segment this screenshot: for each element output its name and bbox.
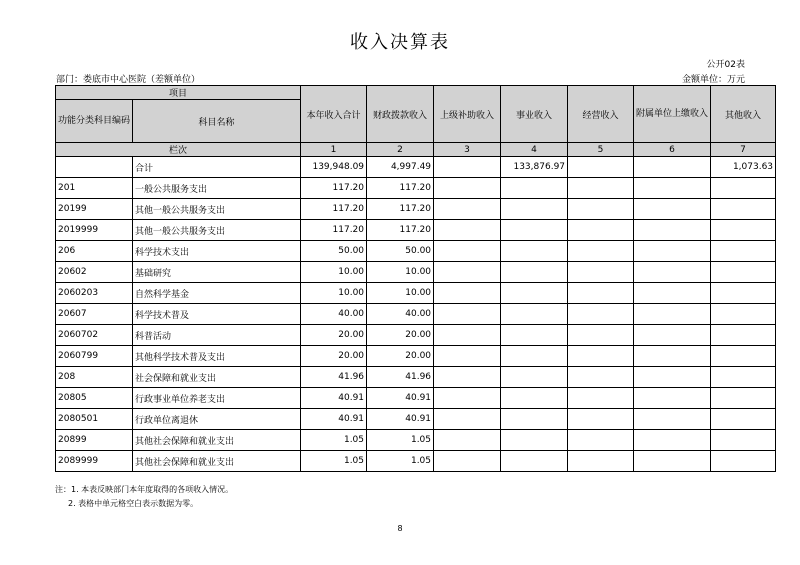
row-value-col-3: [434, 409, 501, 430]
row-value-col-2: 10.00: [367, 283, 434, 304]
row-value-col-7: [711, 367, 776, 388]
row-code: [56, 157, 133, 178]
row-value-col-5: [568, 304, 634, 325]
row-value-col-2: 40.91: [367, 409, 434, 430]
row-subject-name: 自然科学基金: [133, 283, 301, 304]
row-value-col-6: [634, 409, 711, 430]
table-row: [56, 262, 776, 283]
col-number: 1: [301, 143, 367, 157]
table-row: [56, 325, 776, 346]
col-number: 4: [501, 143, 568, 157]
row-value-col-5: [568, 430, 634, 451]
row-code: 2080501: [56, 409, 133, 430]
page-number: 8: [397, 524, 403, 533]
header-lanci: 栏次: [56, 143, 301, 157]
row-value-col-5: [568, 346, 634, 367]
row-value-col-6: [634, 241, 711, 262]
row-value-col-4: [501, 283, 568, 304]
row-value-col-3: [434, 283, 501, 304]
row-code: 206: [56, 241, 133, 262]
note-1: 注：1. 本表反映部门本年度取得的各项收入情况。: [55, 485, 234, 494]
row-value-col-3: [434, 346, 501, 367]
row-value-col-2: 1.05: [367, 430, 434, 451]
table-row: [56, 199, 776, 220]
row-value-col-3: [434, 304, 501, 325]
row-value-col-7: [711, 220, 776, 241]
row-value-col-5: [568, 367, 634, 388]
note-2: 2. 表格中单元格空白表示数据为零。: [68, 499, 199, 508]
table-row: [56, 346, 776, 367]
col-number: 3: [434, 143, 501, 157]
row-value-col-1: 10.00: [301, 262, 367, 283]
row-value-col-6: [634, 367, 711, 388]
row-value-col-4: [501, 178, 568, 199]
row-value-col-3: [434, 388, 501, 409]
row-value-col-1: 20.00: [301, 325, 367, 346]
row-value-col-6: [634, 262, 711, 283]
row-value-col-3: [434, 220, 501, 241]
row-value-col-2: 1.05: [367, 451, 434, 472]
row-value-col-2: 40.00: [367, 304, 434, 325]
row-value-col-6: [634, 451, 711, 472]
row-value-col-5: [568, 220, 634, 241]
row-value-col-6: [634, 220, 711, 241]
row-value-col-7: [711, 199, 776, 220]
row-code: 2060799: [56, 346, 133, 367]
table-row: [56, 409, 776, 430]
row-value-col-7: [711, 304, 776, 325]
row-value-col-3: [434, 178, 501, 199]
row-subject-name: 科学技术普及: [133, 304, 301, 325]
header-col-1: 本年收入合计: [301, 86, 367, 143]
row-value-col-5: [568, 325, 634, 346]
row-value-col-7: [711, 262, 776, 283]
row-value-col-4: [501, 346, 568, 367]
row-value-col-1: 20.00: [301, 346, 367, 367]
row-value-col-7: [711, 241, 776, 262]
row-code: 2019999: [56, 220, 133, 241]
header-col-3: 上级补助收入: [434, 86, 501, 143]
row-value-col-2: 20.00: [367, 346, 434, 367]
notes: [55, 483, 233, 511]
col-number: 6: [634, 143, 711, 157]
row-value-col-6: [634, 178, 711, 199]
row-value-col-7: [711, 325, 776, 346]
row-value-col-4: 133,876.97: [501, 157, 568, 178]
page-title: 收入决算表: [350, 32, 450, 53]
row-value-col-4: [501, 388, 568, 409]
income-table: [55, 85, 776, 472]
row-value-col-7: [711, 388, 776, 409]
row-value-col-2: 4,997.49: [367, 157, 434, 178]
table-row: [56, 430, 776, 451]
table-row: [56, 241, 776, 262]
row-value-col-3: [434, 241, 501, 262]
col-number: 7: [711, 143, 776, 157]
row-value-col-3: [434, 157, 501, 178]
table-row: [56, 388, 776, 409]
row-code: 20805: [56, 388, 133, 409]
row-value-col-2: 117.20: [367, 220, 434, 241]
header-col-6: 附属单位上缴收入: [634, 86, 711, 143]
row-subject-name: 行政单位离退休: [133, 409, 301, 430]
row-value-col-1: 117.20: [301, 220, 367, 241]
row-subject-name: 一般公共服务支出: [133, 178, 301, 199]
row-subject-name: 科普活动: [133, 325, 301, 346]
row-value-col-4: [501, 304, 568, 325]
row-value-col-2: 50.00: [367, 241, 434, 262]
row-value-col-1: 40.00: [301, 304, 367, 325]
header-project: 项目: [56, 86, 301, 100]
row-value-col-5: [568, 409, 634, 430]
table-row: [56, 178, 776, 199]
row-subject-name: 其他社会保障和就业支出: [133, 430, 301, 451]
row-code: 2060702: [56, 325, 133, 346]
row-value-col-5: [568, 157, 634, 178]
row-value-col-1: 40.91: [301, 388, 367, 409]
row-code: 2089999: [56, 451, 133, 472]
row-value-col-3: [434, 430, 501, 451]
row-value-col-2: 117.20: [367, 199, 434, 220]
department-label: 部门：娄底市中心医院（差额单位）: [56, 75, 201, 85]
table-row: [56, 283, 776, 304]
row-value-col-4: [501, 262, 568, 283]
col-number: 2: [367, 143, 434, 157]
row-value-col-7: [711, 178, 776, 199]
row-value-col-1: 50.00: [301, 241, 367, 262]
row-value-col-7: [711, 430, 776, 451]
row-value-col-4: [501, 367, 568, 388]
row-value-col-2: 20.00: [367, 325, 434, 346]
table-row: [56, 367, 776, 388]
row-value-col-7: 1,073.63: [711, 157, 776, 178]
row-code: 20607: [56, 304, 133, 325]
row-value-col-3: [434, 325, 501, 346]
row-value-col-5: [568, 178, 634, 199]
row-code: 2060203: [56, 283, 133, 304]
row-value-col-1: 40.91: [301, 409, 367, 430]
header-subject-name: 科目名称: [133, 100, 301, 143]
row-value-col-4: [501, 199, 568, 220]
row-value-col-6: [634, 325, 711, 346]
row-value-col-3: [434, 451, 501, 472]
header-col-4: 事业收入: [501, 86, 568, 143]
row-subject-name: 其他科学技术普及支出: [133, 346, 301, 367]
row-value-col-2: 41.96: [367, 367, 434, 388]
row-code: 20899: [56, 430, 133, 451]
row-value-col-7: [711, 409, 776, 430]
row-value-col-5: [568, 199, 634, 220]
row-value-col-6: [634, 346, 711, 367]
unit-label: 金额单位：万元: [681, 75, 745, 85]
table-row: [56, 304, 776, 325]
row-value-col-1: 1.05: [301, 451, 367, 472]
row-subject-name: 其他一般公共服务支出: [133, 220, 301, 241]
row-value-col-5: [568, 451, 634, 472]
row-subject-name: 科学技术支出: [133, 241, 301, 262]
row-value-col-7: [711, 283, 776, 304]
header-col-5: 经营收入: [568, 86, 634, 143]
row-value-col-1: 41.96: [301, 367, 367, 388]
row-value-col-2: 10.00: [367, 262, 434, 283]
table-row: [56, 451, 776, 472]
row-value-col-4: [501, 430, 568, 451]
row-value-col-3: [434, 262, 501, 283]
row-subject-name: 其他社会保障和就业支出: [133, 451, 301, 472]
row-value-col-1: 117.20: [301, 178, 367, 199]
col-number: 5: [568, 143, 634, 157]
row-value-col-7: [711, 346, 776, 367]
table-row: [56, 157, 776, 178]
row-value-col-5: [568, 262, 634, 283]
row-value-col-6: [634, 283, 711, 304]
row-code: 20199: [56, 199, 133, 220]
row-value-col-6: [634, 388, 711, 409]
row-code: 20602: [56, 262, 133, 283]
row-value-col-6: [634, 430, 711, 451]
row-value-col-2: 117.20: [367, 178, 434, 199]
row-value-col-5: [568, 241, 634, 262]
row-value-col-1: 1.05: [301, 430, 367, 451]
row-value-col-3: [434, 367, 501, 388]
row-value-col-6: [634, 157, 711, 178]
row-value-col-1: 117.20: [301, 199, 367, 220]
row-value-col-1: 139,948.09: [301, 157, 367, 178]
row-value-col-4: [501, 325, 568, 346]
form-code: 公开02表: [706, 60, 745, 70]
table-row: [56, 220, 776, 241]
row-value-col-6: [634, 304, 711, 325]
row-value-col-4: [501, 409, 568, 430]
row-subject-name: 社会保障和就业支出: [133, 367, 301, 388]
row-value-col-1: 10.00: [301, 283, 367, 304]
row-value-col-2: 40.91: [367, 388, 434, 409]
header-func-code: 功能分类科目编码: [56, 100, 133, 143]
row-code: 201: [56, 178, 133, 199]
row-subject-name: 行政事业单位养老支出: [133, 388, 301, 409]
header-col-2: 财政拨款收入: [367, 86, 434, 143]
header-col-7: 其他收入: [711, 86, 776, 143]
row-subject-name: 基础研究: [133, 262, 301, 283]
row-value-col-4: [501, 451, 568, 472]
row-value-col-5: [568, 283, 634, 304]
row-value-col-3: [434, 199, 501, 220]
row-subject-name: 合计: [133, 157, 301, 178]
row-value-col-4: [501, 241, 568, 262]
row-value-col-6: [634, 199, 711, 220]
row-code: 208: [56, 367, 133, 388]
row-value-col-5: [568, 388, 634, 409]
row-subject-name: 其他一般公共服务支出: [133, 199, 301, 220]
row-value-col-4: [501, 220, 568, 241]
row-value-col-7: [711, 451, 776, 472]
